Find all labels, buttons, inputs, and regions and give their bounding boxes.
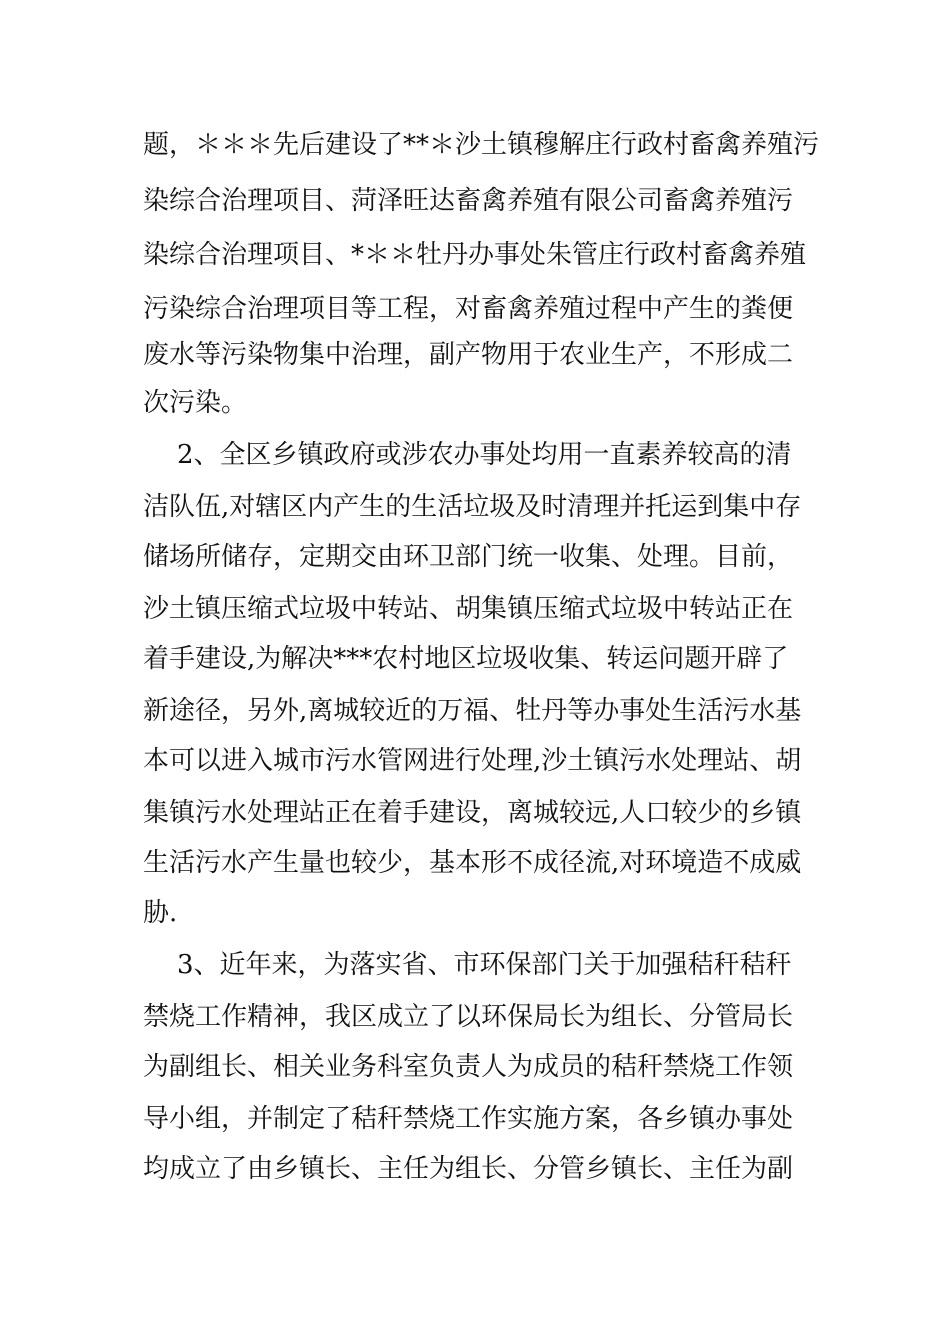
text-line: 集镇污水处理站正在着手建设，离城较远,人口较少的乡镇	[143, 798, 802, 828]
text-line: 染综合治理项目、菏泽旺达畜禽养殖有限公司畜禽养殖污	[143, 186, 794, 216]
text-line: 染综合治理项目、*＊＊牡丹办事处朱管庄行政村畜禽养殖	[143, 240, 807, 270]
text-line: 胁.	[143, 898, 178, 928]
text-line: 导小组，并制定了秸秆禁烧工作实施方案，各乡镇办事处	[143, 1104, 794, 1134]
text-line: 着手建设,为解决***农村地区垃圾收集、转运问题开辟了	[143, 644, 789, 674]
text-line: 污染综合治理项目等工程，对畜禽养殖过程中产生的粪便	[143, 294, 794, 324]
text-line: 新途径，另外,离城较近的万福、牡丹等办事处生活污水基	[143, 696, 802, 726]
text-line: 沙土镇压缩式垃圾中转站、胡集镇压缩式垃圾中转站正在	[143, 594, 794, 624]
text-line: 储场所储存，定期交由环卫部门统一收集、处理。目前，	[143, 542, 794, 572]
text-line: 题，＊＊＊先后建设了**＊沙土镇穆解庄行政村畜禽养殖污	[143, 130, 820, 160]
paragraph-start-line: 2、全区乡镇政府或涉农办事处均用一直素养较高的清	[177, 440, 792, 470]
text-line: 禁烧工作精神，我区成立了以环保局长为组长、分管局长	[143, 1002, 794, 1032]
text-line: 生活污水产生量也较少，基本形不成径流,对环境造不成威	[143, 848, 802, 878]
paragraph-start-line: 3、近年来，为落实省、市环保部门关于加强秸秆秸秆	[177, 950, 792, 980]
text-line: 本可以进入城市污水管网进行处理,沙土镇污水处理站、胡	[143, 746, 802, 776]
text-line: 为副组长、相关业务科室负责人为成员的秸秆禁烧工作领	[143, 1052, 794, 1082]
text-line: 废水等污染物集中治理，副产物用于农业生产，不形成二	[143, 340, 794, 370]
text-line: 洁队伍,对辖区内产生的生活垃圾及时清理并托运到集中存	[143, 492, 802, 522]
text-line: 均成立了由乡镇长、主任为组长、分管乡镇长、主任为副	[143, 1154, 794, 1184]
text-line: 次污染。	[143, 388, 248, 418]
